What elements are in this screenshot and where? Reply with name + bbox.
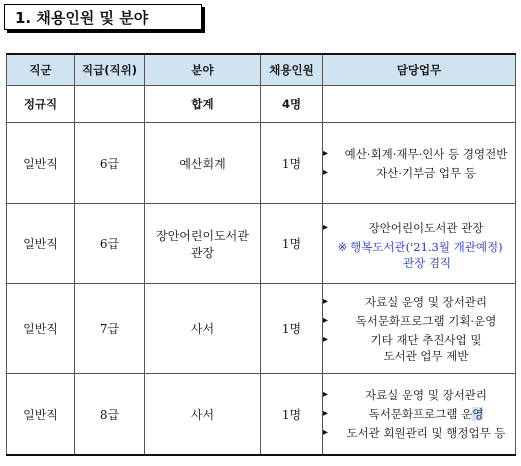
row-rank: 7급 xyxy=(75,284,145,374)
section-title: 1. 채용인원 및 분야 xyxy=(4,4,202,30)
row-rank: 6급 xyxy=(75,123,145,204)
duty-item: ▸ 장안어린이도서관 관장 xyxy=(323,220,515,236)
row-duties xyxy=(323,374,516,456)
total-count: 4명 xyxy=(261,86,323,123)
note-mark: ※ xyxy=(337,239,348,254)
row-rank: 8급 xyxy=(75,374,145,456)
row-field-line2: 관장 xyxy=(190,245,215,260)
total-group: 정규직 xyxy=(7,86,75,123)
duty-item-text: 독서문화프로그램 운 xyxy=(368,407,473,421)
text-selection-highlight[interactable]: 영 xyxy=(472,407,484,421)
row-count: 1명 xyxy=(261,204,323,284)
duty-item-line2: 도서관 업무 제반 xyxy=(383,348,469,363)
row-group: 일반직 xyxy=(7,284,75,374)
row-count: 1명 xyxy=(261,284,323,374)
note-line1: 행복도서관('21.3월 개관예정) xyxy=(350,239,503,254)
duty-item: ▸ 자산·기부금 업무 등 xyxy=(323,165,515,181)
duty-item xyxy=(323,332,515,364)
header-group: 직군 xyxy=(7,54,75,86)
recruitment-table xyxy=(6,53,516,456)
total-label: 합계 xyxy=(145,86,261,123)
total-row xyxy=(7,86,516,123)
duty-item: ▸ 예산·회계·재무·인사 등 경영전반 xyxy=(323,146,515,162)
note-line2: 관장 겸직 xyxy=(402,255,452,270)
row-group: 일반직 xyxy=(7,204,75,284)
row-field: 예산회계 xyxy=(145,123,261,204)
total-rank xyxy=(75,86,145,123)
header-field: 분야 xyxy=(145,54,261,86)
row-field: 사서 xyxy=(145,374,261,456)
duty-item: ▸ 도서관 회원관리 및 행정업무 등 xyxy=(323,425,515,441)
duty-item: ▸ 자료실 운영 및 장서관리 xyxy=(323,294,515,310)
table-row xyxy=(7,204,516,284)
duty-item: ▸ 독서문화프로그램 기획·운영 xyxy=(323,313,515,329)
row-duties xyxy=(323,204,516,284)
table-row xyxy=(7,284,516,374)
row-field: 사서 xyxy=(145,284,261,374)
total-duties-empty xyxy=(323,86,516,123)
row-count: 1명 xyxy=(261,123,323,204)
duty-item xyxy=(323,406,515,422)
row-duties xyxy=(323,284,516,374)
row-field-line1: 장안어린이도서관 xyxy=(156,228,249,243)
header-count: 채용인원 xyxy=(261,54,323,86)
table-header-row xyxy=(7,54,516,86)
row-duties xyxy=(323,123,516,204)
duty-item-line1: 기타 재단 추진사업 및 xyxy=(370,332,482,347)
row-rank: 6급 xyxy=(75,204,145,284)
table-row xyxy=(7,374,516,456)
table-row xyxy=(7,123,516,204)
header-rank: 직급(직위) xyxy=(75,54,145,86)
row-field xyxy=(145,204,261,284)
header-duties: 담당업무 xyxy=(323,54,516,86)
duty-item: ▸ 자료실 운영 및 장서관리 xyxy=(323,387,515,403)
row-group: 일반직 xyxy=(7,123,75,204)
row-group: 일반직 xyxy=(7,374,75,456)
row-count: 1명 xyxy=(261,374,323,456)
note xyxy=(323,239,515,271)
